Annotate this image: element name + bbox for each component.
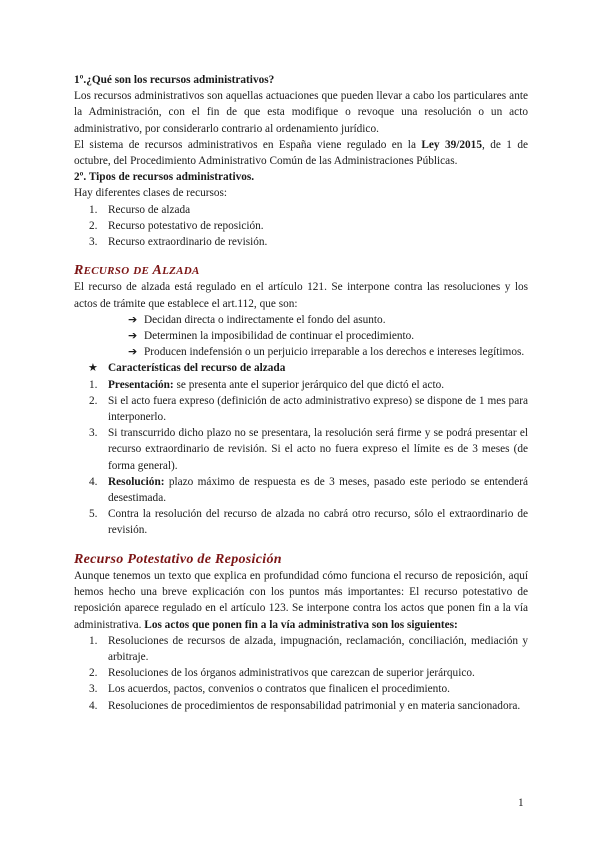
list-number: 3. [89,427,98,440]
q1-p2-post: , de 1 de octubre, del Procedimiento Administrativo Común de las Administraciones Públicas. [74,138,528,168]
alzada-features-list [74,377,528,539]
list-item [74,377,528,393]
q2-heading: 2º. Tipos de recursos administrativos. [74,171,255,184]
list-item [74,312,528,328]
list-number: 1. [89,203,98,216]
reposicion-section-title: Recurso Potestativo de Reposición [74,551,282,567]
law-reference: Ley 39/2015 [421,138,482,151]
document-page [74,72,528,714]
list-item [74,393,528,425]
q1-heading: 1º.¿Qué son los recursos administrativos? [74,74,275,86]
reposicion-acts-list [74,633,528,714]
list-text: Recurso de alzada [108,203,191,216]
list-number: 4. [89,475,98,488]
list-item [74,202,528,218]
list-text: Contra la resolución del recurso de alzada no cabrá otro recurso, sólo el extraordinario de revisión. [108,508,528,537]
alzada-intro: El recurso de alzada está regulado en el artículo 121. Se interpone contra las resoluciones y los actos de trámite que establece el art.112, que son: [74,281,528,310]
list-number: 3. [89,236,98,249]
list-text: Resoluciones de los órganos administrativos que carezcan de superior jerárquico. [108,667,475,680]
list-item [74,633,528,665]
list-bold: Presentación: [108,378,174,391]
list-item [74,665,528,681]
list-text: Determinen la imposibilidad de continuar el procedimiento. [144,330,415,343]
q2-intro: Hay diferentes clases de recursos: [74,187,228,200]
list-text: Si transcurrido dicho plazo no se presentara, la resolución será firme y se podrá presentar el recurso extraordinario de revisión. Si el acto no fuera expreso el límite es de 3 meses (de forma general). [108,427,528,472]
alzada-acts-list [74,312,528,361]
page-number: 1 [518,797,524,809]
list-text: Recurso potestativo de reposición. [108,219,264,232]
reposicion-intro-text: Aunque tenemos un texto que explica en profundidad cómo funciona el recurso de reposición, aquí hemos hecho una breve explicación con los puntos más importantes: El recurso potestativo de reposición aparece regulado en el artículo 123. Se interpone contra los actos que ponen fin a la vía administrativa. [74,569,528,631]
list-text: Si el acto fuera expreso (definición de acto administrativo expreso) se dispone de 1 mes para interponerlo. [108,394,528,424]
list-number: 3. [89,683,98,696]
list-number: 1. [89,634,98,647]
list-item [74,506,528,538]
list-item [74,474,528,506]
reposicion-intro-bold: Los actos que ponen fin a la vía administrativa son los siguientes: [144,618,458,631]
reposicion-intro [74,568,528,633]
list-text: se presenta ante el superior jerárquico del que dictó el acto. [173,378,445,391]
title-rest: LZADA [162,265,200,278]
list-bold: Resolución: [108,475,165,488]
alzada-features-heading [74,360,528,376]
list-text: Resoluciones de procedimientos de responsabilidad patrimonial y en materia sancionadora. [108,699,521,712]
list-number: 2. [89,219,98,232]
list-item [74,698,528,714]
q1-paragraph-2 [74,137,528,169]
title-word: DE [133,265,150,278]
title-initial: A [152,263,163,279]
list-text: Producen indefensión o un perjuicio irreparable a los derechos e intereses legítimos. [144,346,525,359]
list-item [74,681,528,697]
list-item [74,425,528,474]
list-text: Recurso extraordinario de revisión. [108,236,268,249]
list-number: 2. [89,394,98,407]
list-item [74,344,528,360]
list-item [74,328,528,344]
q1-p2-pre: El sistema de recursos administrativos en España viene regulado en la [74,138,422,151]
list-number: 4. [89,699,98,712]
list-number: 1. [89,378,98,391]
title-rest: ECURSO [83,265,130,278]
title-initial: R [74,263,84,279]
arrow-icon: ➔ [128,329,138,343]
list-item [74,234,528,250]
recurso-types-list [74,202,528,251]
list-item [74,218,528,234]
list-text: Resoluciones de recursos de alzada, impugnación, reclamación, conciliación, mediación y arbitraje. [108,634,528,663]
list-number: 5. [89,508,98,521]
list-text: Los acuerdos, pactos, convenios o contratos que finalicen el procedimiento. [108,683,450,696]
list-text: plazo máximo de respuesta es de 3 meses, pasado este periodo se entenderá desestimada. [108,475,528,505]
arrow-icon: ➔ [128,345,138,359]
q1-paragraph-1: Los recursos administrativos son aquellas actuaciones que pueden llevar a cabo los particulares ante la Administración, con el fin de que esta modifique o revoque una resolución o un acto administrativo, por considerarlo contrario al ordenamiento jurídico. [74,90,528,135]
alzada-section-title [74,263,528,279]
list-number: 2. [89,667,98,680]
arrow-icon: ➔ [128,312,138,326]
star-icon: ★ [88,361,98,375]
list-text: Decidan directa o indirectamente el fondo del asunto. [144,313,386,326]
features-heading-text: Características del recurso de alzada [108,362,286,375]
